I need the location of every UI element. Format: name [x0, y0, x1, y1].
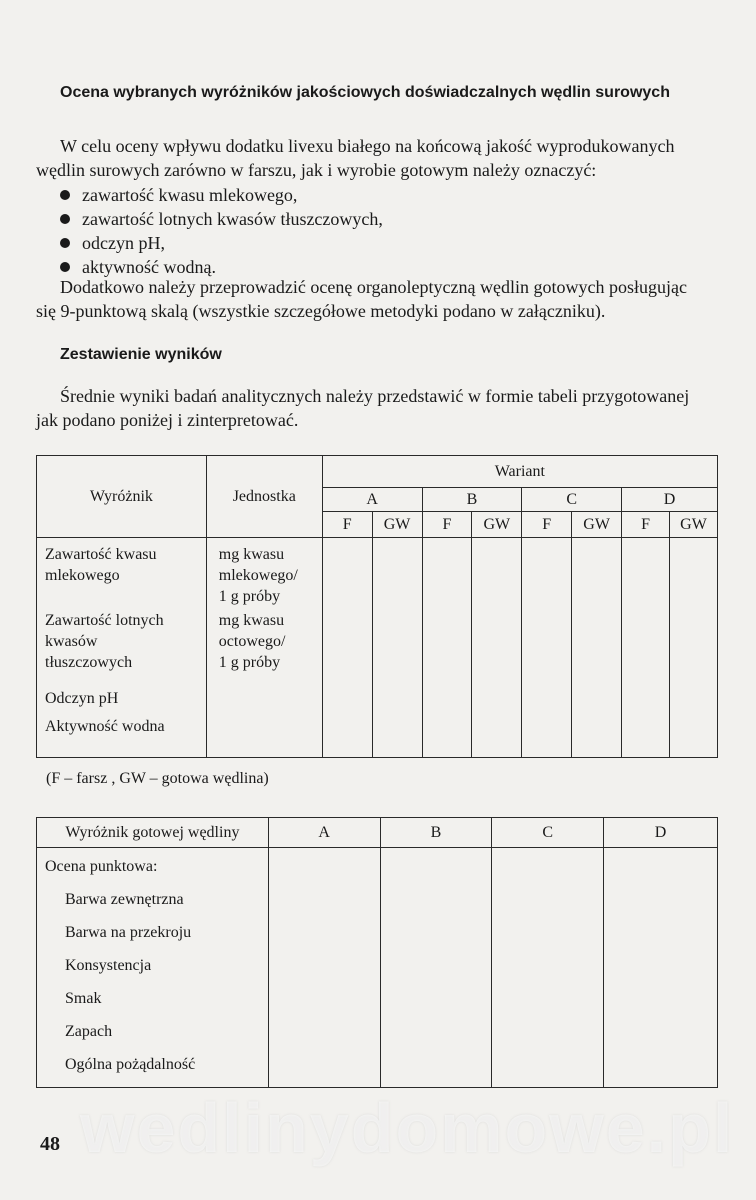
feature-text: Zawartość kwasu [45, 546, 157, 563]
value-cell [522, 538, 572, 758]
row-ph [45, 688, 206, 716]
feature-text: kwasów [45, 633, 98, 650]
sensory-line: się 9-punktową skalą (wszystkie szczegółowe metodyki podano w załączniku). [36, 301, 606, 321]
watermark: wedlinydomowe.pl [80, 1089, 735, 1167]
sub-gw: GW [572, 512, 622, 538]
measurement-list [60, 183, 383, 279]
variant-c: C [522, 488, 622, 512]
list-item: zawartość kwasu mlekowego, [60, 183, 383, 207]
sub-f: F [422, 512, 472, 538]
variant-a: A [322, 488, 422, 512]
unit-text: mg kwasu [218, 612, 285, 629]
sensory-item: Ogólna pożądalność [65, 1056, 196, 1073]
feature-text: Aktywność wodna [45, 718, 165, 735]
feature-text: Zawartość lotnych [45, 612, 164, 629]
header-finished-feature: Wyróżnik gotowej wędliny [37, 818, 269, 848]
unit-text: 1 g próby [218, 654, 281, 671]
feature-column [37, 538, 207, 758]
sub-f: F [622, 512, 670, 538]
intro-paragraph [36, 134, 726, 182]
value-cell [422, 538, 472, 758]
feature-text: mlekowego [45, 567, 120, 584]
value-cell [472, 538, 522, 758]
variant-b: B [380, 818, 492, 848]
page-number: 48 [40, 1133, 60, 1155]
section-heading: Ocena wybranych wyróżników jakościowych doświadczalnych wędlin surowych [60, 84, 670, 101]
value-cell [322, 538, 372, 758]
sub-gw: GW [472, 512, 522, 538]
unit-text: octowego/ [218, 633, 286, 650]
row-water-activity [45, 716, 206, 737]
list-item: odczyn pH, [60, 231, 383, 255]
list-item: aktywność wodną. [60, 255, 383, 279]
header-feature: Wyróżnik [37, 456, 207, 538]
sensory-paragraph [36, 275, 726, 323]
sub-gw: GW [669, 512, 717, 538]
unit-lactic [219, 544, 322, 610]
value-cell [372, 538, 422, 758]
score-cell [268, 848, 380, 1088]
intro-line: W celu oceny wpływu dodatku livexu białego na końcową jakość wyprodukowanych [60, 136, 675, 156]
results-subheading: Zestawienie wyników [60, 346, 222, 363]
sub-gw: GW [372, 512, 422, 538]
variant-c: C [492, 818, 604, 848]
variant-d: D [622, 488, 718, 512]
unit-text: mlekowego/ [218, 567, 298, 584]
variant-b: B [422, 488, 522, 512]
sensory-item: Barwa zewnętrzna [65, 891, 184, 908]
score-cell [604, 848, 718, 1088]
row-lactic [45, 544, 206, 610]
list-item: zawartość lotnych kwasów tłuszczowych, [60, 207, 383, 231]
sensory-table [36, 817, 718, 1088]
score-cell [380, 848, 492, 1088]
variant-a: A [268, 818, 380, 848]
value-cell [669, 538, 717, 758]
feature-text: Odczyn pH [45, 690, 119, 707]
unit-column [206, 538, 322, 758]
sensory-item: Barwa na przekroju [65, 924, 192, 941]
unit-text: 1 g próby [218, 588, 281, 605]
sub-f: F [322, 512, 372, 538]
group-label: Ocena punktowa: [45, 858, 158, 875]
value-cell [622, 538, 670, 758]
value-cell [572, 538, 622, 758]
sensory-item: Zapach [65, 1023, 113, 1040]
sensory-item: Smak [65, 990, 102, 1007]
sub-f: F [522, 512, 572, 538]
results-line: Średnie wyniki badań analitycznych należy przedstawić w formie tabeli przygotowanej [60, 386, 690, 406]
feature-text: tłuszczowych [45, 654, 133, 671]
header-unit: Jednostka [206, 456, 322, 538]
results-line: jak podano poniżej i zinterpretować. [36, 410, 299, 430]
intro-line: wędlin surowych zarówno w farszu, jak i wyrobie gotowym należy oznaczyć: [36, 160, 597, 180]
unit-volatile [219, 610, 322, 673]
results-paragraph [36, 384, 726, 432]
sensory-item: Konsystencja [65, 957, 152, 974]
results-table [36, 455, 718, 758]
score-cell [492, 848, 604, 1088]
unit-text: mg kwasu [218, 546, 285, 563]
sensory-items [37, 848, 269, 1088]
table-note: (F – farsz , GW – gotowa wędlina) [46, 770, 269, 787]
variant-d: D [604, 818, 718, 848]
sensory-line: Dodatkowo należy przeprowadzić ocenę organoleptyczną wędlin gotowych posługując [60, 277, 687, 297]
row-volatile [45, 610, 206, 688]
header-variant: Wariant [322, 456, 717, 488]
